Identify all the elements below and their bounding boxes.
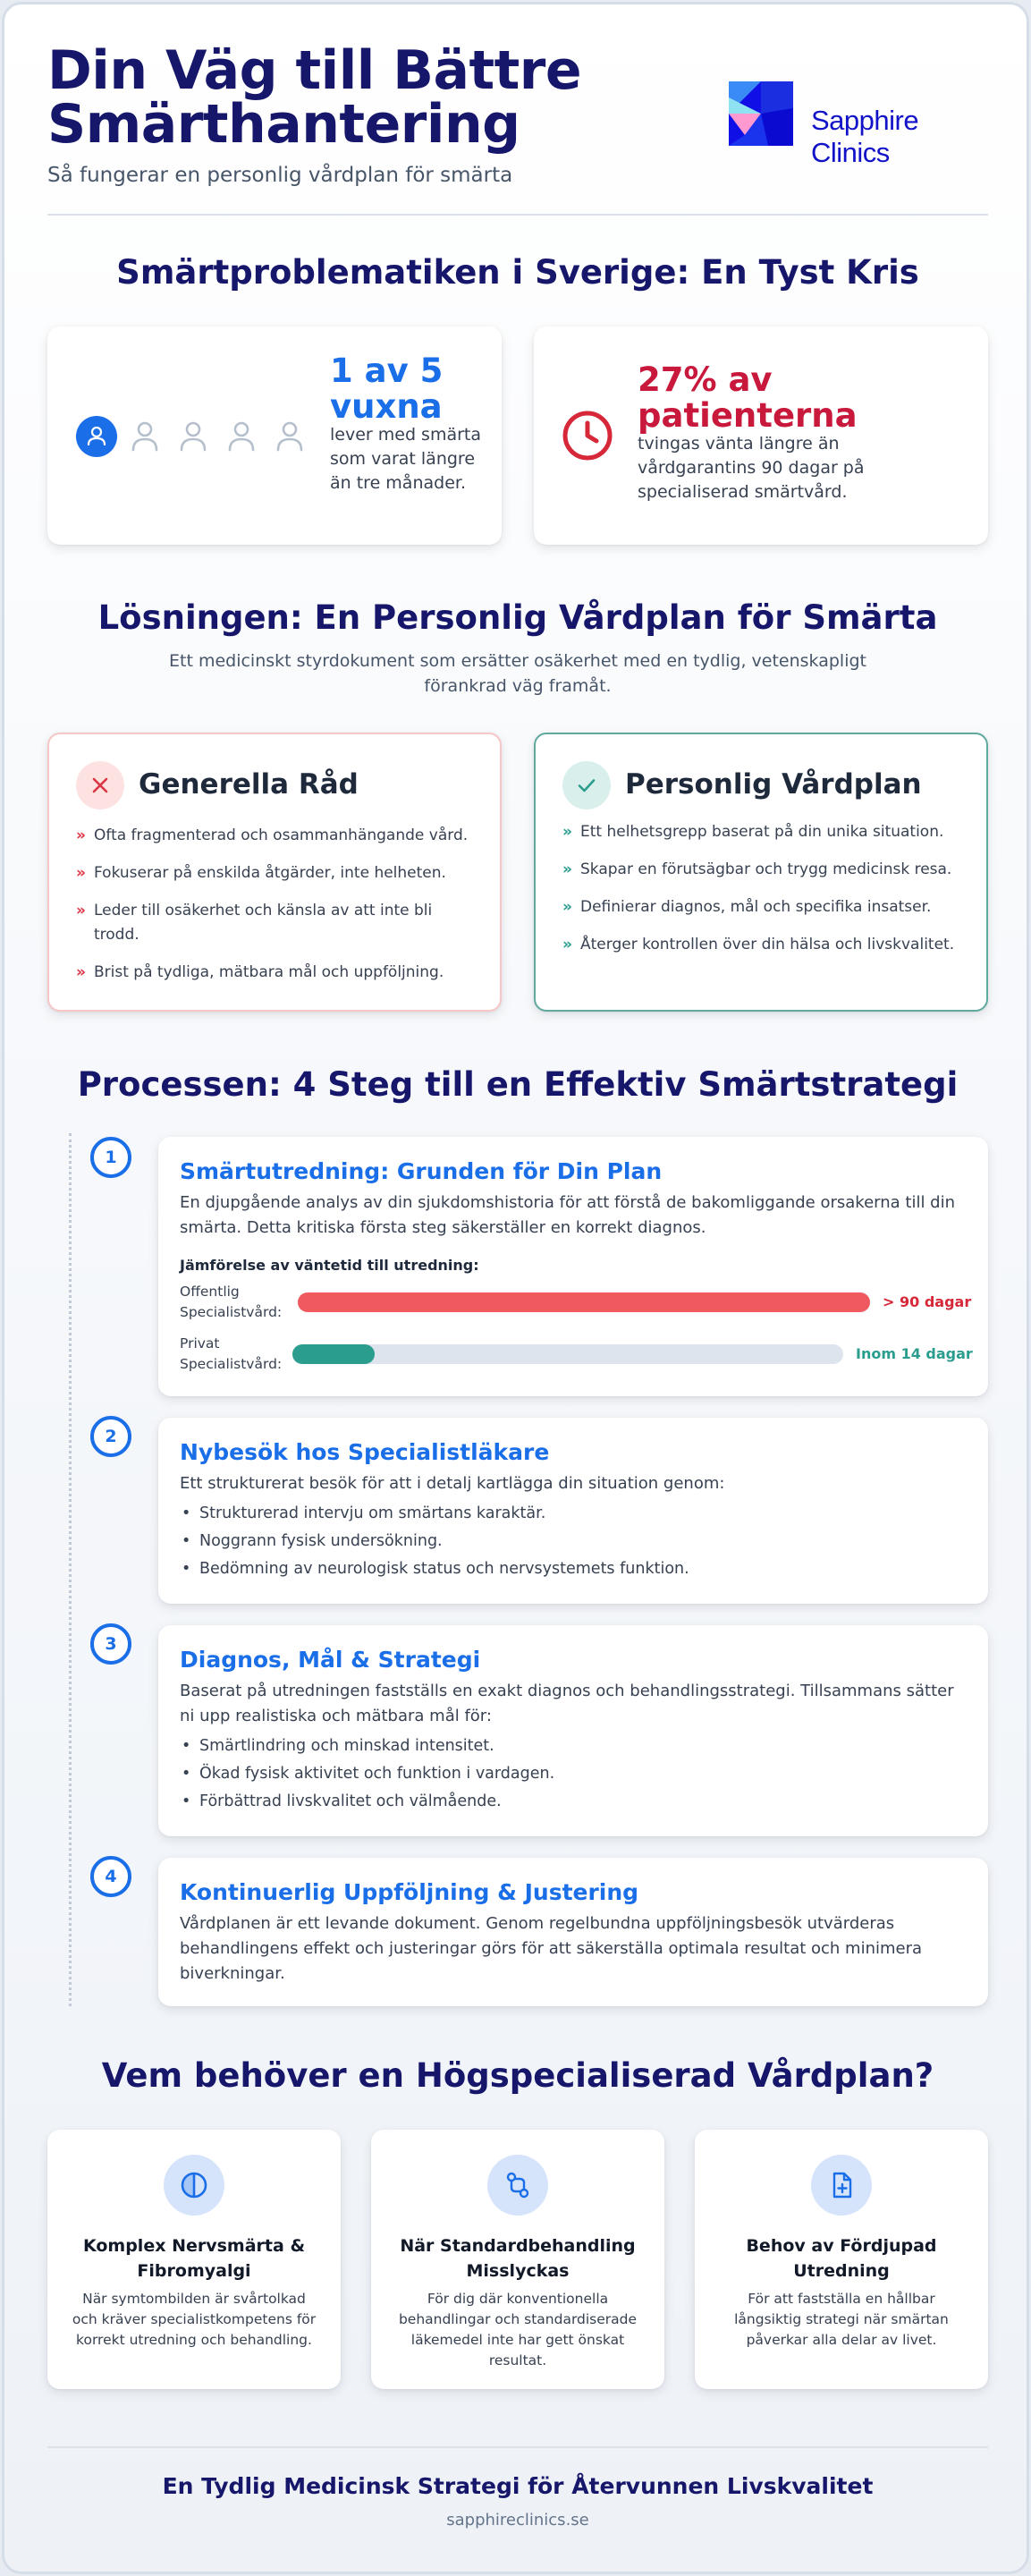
- step-text: En djupgående analys av din sjukdomshistoria för att förstå de bakomliggande orsakerna till din smärta. Detta kritiska första steg säkerställer en korrekt diagnos.: [180, 1193, 956, 1237]
- step-card-3: [158, 1625, 988, 1836]
- person-icon: [269, 416, 310, 457]
- general-advice-title: Generella Råd: [139, 768, 359, 801]
- chevron-right-icon: »: [562, 936, 572, 953]
- step-title: Nybesök hos Specialistläkare: [180, 1439, 550, 1465]
- general-advice-list: [76, 824, 478, 998]
- stat-description: tvingas vänta längre än vårdgarantins 90 dagar på specialiserad smärtvård.: [638, 434, 865, 502]
- infographic-page: [2, 2, 1029, 2574]
- personal-plan-list: [562, 820, 965, 970]
- solution-subtitle: Ett medicinskt styrdokument som ersätter osäkerhet med en tydlig, vetenskapligt förankrad väg framåt.: [169, 651, 866, 696]
- footer-divider: [47, 2446, 988, 2448]
- step-card-4: [158, 1858, 988, 2006]
- sapphire-logo-icon: [729, 81, 793, 146]
- nerve-icon: [164, 2155, 224, 2216]
- document-plus-icon: [811, 2155, 872, 2216]
- list-item: » Ofta fragmenterad och osammanhängande vård.: [76, 824, 478, 848]
- bar-value-public: > 90 dagar: [883, 1293, 972, 1310]
- who-card-text: För att fastställa en hållbar långsiktig strategi när smärtan påverkar alla delar av livet.: [734, 2291, 949, 2348]
- who-card-title: Komplex Nervsmärta & Fibromyalgi: [82, 2236, 306, 2281]
- list-item: » Återger kontrollen över din hälsa och livskvalitet.: [562, 933, 965, 957]
- general-advice-card: [47, 733, 502, 1012]
- list-item: » Brist på tydliga, mätbara mål och uppföljning.: [76, 961, 478, 985]
- footer-link[interactable]: sapphireclinics.se: [446, 2511, 589, 2529]
- chevron-right-icon: »: [562, 898, 572, 916]
- problem-section-title: Smärtproblematiken i Sverige: En Tyst Kris: [116, 253, 919, 292]
- bar-value-private: Inom 14 dagar: [856, 1345, 973, 1362]
- step-title: Smärtutredning: Grunden för Din Plan: [180, 1158, 663, 1184]
- step-title: Diagnos, Mål & Strategi: [180, 1647, 481, 1673]
- personal-plan-card: [534, 733, 988, 1012]
- solution-section-title: Lösningen: En Personlig Vårdplan för Smärta: [97, 598, 938, 637]
- who-card-text: När symtombilden är svårtolkad och kräver specialistkompetens för korrekt utredning och behandling.: [72, 2291, 317, 2348]
- step-number: 2: [90, 1416, 131, 1457]
- who-card-title: När Standardbehandling Misslyckas: [400, 2236, 636, 2281]
- step-number: 1: [90, 1137, 131, 1178]
- stat-card-adults: [47, 326, 502, 545]
- chevron-right-icon: »: [562, 823, 572, 841]
- list-item: • Smärtlindring och minskad intensitet.: [180, 1733, 958, 1760]
- route-icon: [487, 2155, 548, 2216]
- clock-icon: [561, 409, 614, 466]
- bar-track-public: [298, 1292, 870, 1312]
- step-bullet-list: [180, 1733, 958, 1816]
- personal-plan-title: Personlig Vårdplan: [625, 768, 922, 801]
- who-section-title: Vem behöver en Högspecialiserad Vårdplan?: [101, 2056, 934, 2095]
- list-item: • Noggrann fysisk undersökning.: [180, 1528, 958, 1555]
- chevron-right-icon: »: [76, 902, 86, 919]
- chevron-right-icon: »: [562, 860, 572, 878]
- list-item: » Leder till osäkerhet och känsla av att inte bli trodd.: [76, 899, 478, 947]
- bar-track-private: [292, 1344, 843, 1364]
- who-card-text: För dig där konventionella behandlingar och standardiserade läkemedel inte har gett önskat resultat.: [398, 2291, 638, 2368]
- step-card-2: [158, 1418, 988, 1604]
- who-card-deep-assessment: [695, 2130, 988, 2389]
- process-section-title: Processen: 4 Steg till en Effektiv Smärtstrategi: [77, 1065, 959, 1104]
- stat-description: lever med smärta som varat längre än tre månader.: [330, 425, 482, 493]
- step-text: Vårdplanen är ett levande dokument. Genom regelbundna uppföljningsbesök utvärderas behandlingens effekt och justeringar görs för att säkerställa optimala resultat och minimera biverkningar.: [180, 1914, 923, 1983]
- timeline-line: [69, 1133, 72, 2006]
- step-text: Ett strukturerat besök för att i detalj kartlägga din situation genom:: [180, 1474, 725, 1493]
- step-text: Baserat på utredningen fastställs en exakt diagnos och behandlingsstrategi. Tillsammans sätter ni upp realistiska och mätbara mål för:: [180, 1682, 954, 1725]
- list-item: » Fokuserar på enskilda åtgärder, inte helheten.: [76, 861, 478, 886]
- chevron-right-icon: »: [76, 963, 86, 981]
- list-item: • Ökad fysisk aktivitet och funktion i vardagen.: [180, 1760, 958, 1788]
- stat-value: 1 av 5 vuxna: [330, 352, 444, 426]
- chevron-right-icon: »: [76, 826, 86, 844]
- header: [47, 39, 988, 214]
- list-item: » Definierar diagnos, mål och specifika insatser.: [562, 895, 965, 919]
- comparison-title: Jämförelse av väntetid till utredning:: [180, 1257, 479, 1274]
- step-title: Kontinuerlig Uppföljning & Justering: [180, 1879, 639, 1905]
- list-item: • Strukturerad intervju om smärtans karaktär.: [180, 1500, 958, 1528]
- footer-title: En Tydlig Medicinsk Strategi för Återvunnen Livskvalitet: [162, 2473, 874, 2499]
- step-bullet-list: [180, 1500, 958, 1583]
- page-subtitle: Så fungerar en personlig vårdplan för smärta: [47, 164, 513, 187]
- step-card-1: [158, 1137, 988, 1396]
- list-item: » Ett helhetsgrepp baserat på din unika situation.: [562, 820, 965, 844]
- stat-value: 27% av patienterna: [638, 360, 858, 435]
- chevron-right-icon: »: [76, 864, 86, 882]
- bar-label-private: Privat Specialistvård:: [180, 1335, 283, 1372]
- person-highlight-icon: [76, 416, 117, 457]
- who-card-standard-failure: [371, 2130, 664, 2389]
- divider: [47, 214, 988, 216]
- list-item: » Skapar en förutsägbar och trygg medicinsk resa.: [562, 858, 965, 882]
- brand-name: Sapphire Clinics: [811, 105, 919, 168]
- bar-label-public: Offentlig Specialistvård:: [180, 1284, 283, 1320]
- list-item: • Bedömning av neurologisk status och nervsystemets funktion.: [180, 1555, 958, 1583]
- who-card-title: Behov av Fördjupad Utredning: [746, 2236, 937, 2281]
- bar-fill-private: [292, 1344, 375, 1364]
- step-number: 4: [90, 1856, 131, 1897]
- brand-logo[interactable]: [729, 81, 988, 168]
- who-card-nerve-pain: [47, 2130, 341, 2389]
- check-icon: [562, 761, 611, 809]
- person-icon: [124, 416, 165, 457]
- bar-fill-public: [298, 1292, 870, 1312]
- close-icon: [76, 761, 124, 809]
- person-icon: [221, 416, 262, 457]
- step-number: 3: [90, 1623, 131, 1665]
- list-item: • Förbättrad livskvalitet och välmående.: [180, 1788, 958, 1816]
- person-icon: [173, 416, 214, 457]
- page-title: Din Väg till Bättre Smärthantering: [47, 39, 582, 156]
- stat-card-waiting: [534, 326, 988, 545]
